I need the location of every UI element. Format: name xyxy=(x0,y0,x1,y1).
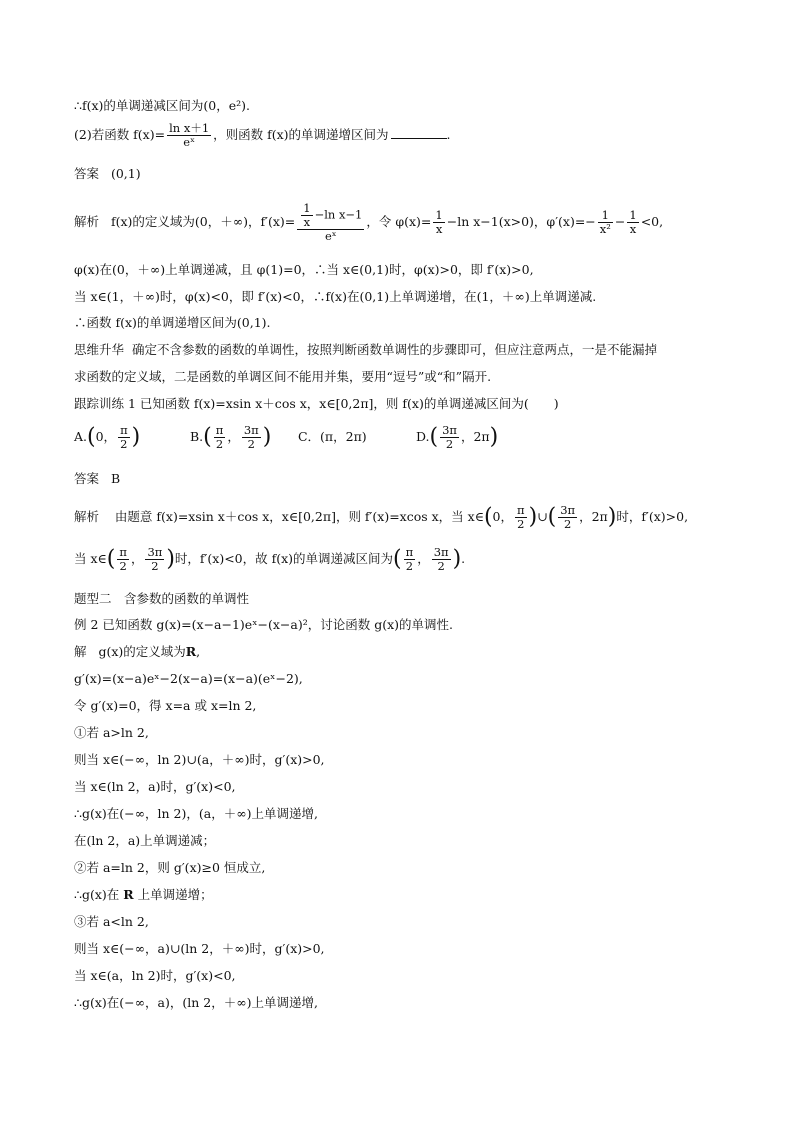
interval2-fraction xyxy=(558,504,577,531)
sublimation-line2: 求函数的定义域，二是函数的单调区间不能用并集，要用“逗号”或“和”隔开. xyxy=(74,369,492,384)
option-a xyxy=(74,424,186,451)
union-symbol: ∪ xyxy=(537,509,548,524)
line2-text-b: 时，f′(x)<0，故 f(x)的单调递减区间为 xyxy=(174,551,394,566)
paren-right: ) xyxy=(166,546,175,572)
answer-blank xyxy=(391,126,447,139)
frac-num: π xyxy=(215,423,224,437)
interval1-fraction xyxy=(515,504,527,531)
example-2-title: 例 2 已知函数 g(x)=(x−a−1)eˣ−(x−a)²，讨论函数 g(x)的单调性. xyxy=(74,617,453,632)
option-a-fraction xyxy=(118,424,130,451)
l2-fraction3 xyxy=(404,546,416,573)
frac-num: π xyxy=(517,503,525,517)
frac-den: 2 xyxy=(517,517,525,531)
solution-label: 解 xyxy=(74,644,87,659)
l2-fraction2 xyxy=(145,546,164,573)
frac-den: 2 xyxy=(445,437,454,451)
answer-2 xyxy=(74,166,141,182)
solution-line: 当 x∈(ln 2，a)时，g′(x)<0, xyxy=(74,779,236,794)
answer-ex1 xyxy=(74,471,120,487)
interval-text: 0， xyxy=(492,509,513,524)
paren-right: ) xyxy=(607,504,617,530)
real-set-symbol: R xyxy=(123,887,134,902)
analysis-label: 解析 xyxy=(74,214,100,229)
paren-right: ) xyxy=(489,424,499,450)
option-a-text: 0， xyxy=(95,429,117,444)
line2-text-a: 当 x∈ xyxy=(74,551,107,566)
l2-fraction1 xyxy=(117,546,129,573)
option-d-fraction xyxy=(440,424,459,451)
frac-den: 2 xyxy=(247,437,255,451)
analysis-ex1-line1 xyxy=(74,504,688,531)
paren-right: ) xyxy=(528,504,538,530)
frac-num: 3π xyxy=(147,545,163,559)
frac-num: π xyxy=(120,423,128,437)
paren-left: ( xyxy=(429,424,439,450)
analysis-text-b: ，令 φ(x)= xyxy=(366,214,432,229)
minus-sign: − xyxy=(614,214,626,229)
inner-den: x xyxy=(303,215,311,229)
phi-num: 1 xyxy=(435,208,443,222)
frac-num: π xyxy=(405,545,414,559)
solution-line: 当 x∈(a，ln 2)时，g′(x)<0, xyxy=(74,968,236,983)
phi-den: x xyxy=(435,222,443,236)
frac-den: 2 xyxy=(151,559,159,573)
analysis-text-a: 由题意 f(x)=xsin x＋cos x，x∈[0,2π]，则 f′(x)=xcos x，当 x∈ xyxy=(114,509,484,524)
analysis-2-line3: 当 x∈(1，＋∞)时，φ(x)<0，即 f′(x)<0，∴f(x)在(0,1)上单调递增，在(1，＋∞)上单调递减. xyxy=(74,289,597,304)
analysis-2-line1 xyxy=(74,202,663,243)
option-b-fraction2 xyxy=(242,424,261,451)
frac-num: π xyxy=(119,545,127,559)
analysis-2-line4: ∴函数 f(x)的单调递增区间为(0,1). xyxy=(74,315,271,330)
d1-fraction xyxy=(598,209,613,236)
fraction-numerator: ln x＋1 xyxy=(169,121,210,135)
inner-fraction xyxy=(301,202,312,229)
sublimation-line1 xyxy=(74,342,657,358)
frac-den: 2 xyxy=(120,437,128,451)
paren-left: ( xyxy=(483,504,493,530)
option-d-label: D. xyxy=(415,429,430,444)
frac-den: 2 xyxy=(564,517,572,531)
paren-right: ) xyxy=(452,546,462,572)
frac-den: 2 xyxy=(215,437,224,451)
analysis-text-c: −ln x−1(x>0)，φ′(x)=− xyxy=(446,214,596,229)
answer-value: B xyxy=(110,471,121,486)
answer-label: 答案 xyxy=(74,166,100,181)
problem-2 xyxy=(74,122,451,149)
sublimation-label: 思维升华 xyxy=(74,342,125,357)
analysis-label: 解析 xyxy=(74,509,100,524)
problem-2-end: . xyxy=(446,127,451,142)
option-b: B.( $\frac{\pi}{2}$ ， $\frac{3\pi}{2}$ ) xyxy=(189,423,272,451)
analysis-2-line2: φ(x)在(0，＋∞)上单调递减，且 φ(1)=0，∴当 x∈(0,1)时，φ(x)>0，即 f′(x)>0, xyxy=(74,262,534,277)
exercise-1-title: 跟踪训练 1 已知函数 f(x)=xsin x＋cos x，x∈[0,2π]，则 f(x)的单调递减区间为( ) xyxy=(74,396,559,411)
solution-line: 则当 x∈(−∞，a)∪(ln 2，＋∞)时，g′(x)>0, xyxy=(74,941,325,956)
problem-2-prefix: (2)若函数 f(x)= xyxy=(74,127,166,142)
solution-line: g′(x)=(x−a)eˣ−2(x−a)=(x−a)(eˣ−2), xyxy=(74,671,303,686)
paren-left: ( xyxy=(87,424,96,450)
frac-den: 2 xyxy=(437,559,445,573)
solution-line: ①若 a>ln 2, xyxy=(74,725,149,740)
option-b-fraction1 xyxy=(214,424,226,451)
solution-line: ∴g(x)在(−∞，ln 2)，(a，＋∞)上单调递增, xyxy=(74,806,318,821)
solution-line: 令 g′(x)=0，得 x=a 或 x=ln 2, xyxy=(74,698,257,713)
option-d xyxy=(415,423,499,451)
solution-line: ②若 a=ln 2，则 g′(x)≥0 恒成立, xyxy=(74,860,266,875)
frac-num: 3π xyxy=(243,423,259,437)
conclusion-line: ∴f(x)的单调递减区间为(0，e²). xyxy=(74,98,250,113)
d2-fraction xyxy=(627,209,638,236)
phi-fraction xyxy=(433,209,444,236)
frac-num: 3π xyxy=(433,545,449,559)
paren-left: ( xyxy=(203,424,212,450)
exercise-1-options xyxy=(74,424,498,451)
fraction-denominator: eˣ xyxy=(183,135,195,149)
frac-num: 3π xyxy=(560,503,576,517)
frac-den: 2 xyxy=(405,559,414,573)
real-set-symbol: R xyxy=(185,644,197,659)
analysis-text-d: <0, xyxy=(640,214,664,229)
solution-line-r xyxy=(74,887,213,903)
inner-num: 1 xyxy=(303,201,311,215)
fprime-fraction xyxy=(297,202,364,243)
solution-text: ∴g(x)在 xyxy=(74,887,120,902)
section-2-title: 题型二 含参数的函数的单调性 xyxy=(74,591,250,606)
solution-text-end: 上单调递增； xyxy=(137,887,213,902)
option-c: C．(π，2π) xyxy=(297,429,367,444)
line2-end: . xyxy=(461,551,466,566)
d2-den: x xyxy=(629,222,637,236)
solution-line: ∴g(x)在(−∞，a)，(ln 2，＋∞)上单调递增, xyxy=(74,995,318,1010)
paren-left: ( xyxy=(106,546,116,572)
analysis-ex1-line2: 当 x∈( $\frac{\pi}{2}$ ， $\frac{3\pi}{2}$ )时，f′(x)<0，故 f(x)的单调递减区间为( $\frac{\pi}{2}$ ， $\frac{3\pi}{2}$ ). xyxy=(74,545,466,573)
solution-line1 xyxy=(74,644,200,660)
solution-text-end: , xyxy=(196,644,201,659)
problem-2-suffix: ，则函数 f(x)的单调递增区间为 xyxy=(213,127,389,142)
solution-line: 在(ln 2，a)上单调递减； xyxy=(74,833,216,848)
sublimation-text1: 确定不含参数的函数的单调性，按照判断函数单调性的步骤即可，但应注意两点，一是不能漏掉 xyxy=(131,342,657,357)
fprime-numerator xyxy=(297,202,364,230)
l2-fraction4 xyxy=(432,546,451,573)
option-a-label: A. xyxy=(74,429,88,444)
solution-line: ③若 a<ln 2, xyxy=(74,914,149,929)
analysis-text-a: f(x)的定义域为(0，＋∞)，f′(x)= xyxy=(110,214,296,229)
interval-text: ，2π xyxy=(579,509,608,524)
option-d-text: ，2π xyxy=(460,429,490,444)
problem-2-fraction xyxy=(167,122,211,149)
solution-text: g(x)的定义域为 xyxy=(98,644,186,659)
paren-right: ) xyxy=(131,424,141,450)
paren-right: ) xyxy=(262,424,272,450)
paren-left: ( xyxy=(547,504,557,530)
answer-value: (0,1) xyxy=(110,166,141,181)
d2-num: 1 xyxy=(629,208,637,222)
option-b-label: B. xyxy=(189,429,204,444)
solution-line: 则当 x∈(−∞，ln 2)∪(a，＋∞)时，g′(x)>0, xyxy=(74,752,325,767)
paren-left: ( xyxy=(393,546,402,572)
fprime-denominator: eˣ xyxy=(324,229,337,243)
frac-num: 3π xyxy=(442,423,457,437)
d1-num: 1 xyxy=(598,209,613,223)
frac-den: 2 xyxy=(119,559,127,573)
analysis-text-b: 时，f′(x)>0, xyxy=(616,509,689,524)
d1-den: x² xyxy=(599,222,611,236)
numerator-rest: −ln x−1 xyxy=(314,207,363,222)
answer-label: 答案 xyxy=(74,471,100,486)
